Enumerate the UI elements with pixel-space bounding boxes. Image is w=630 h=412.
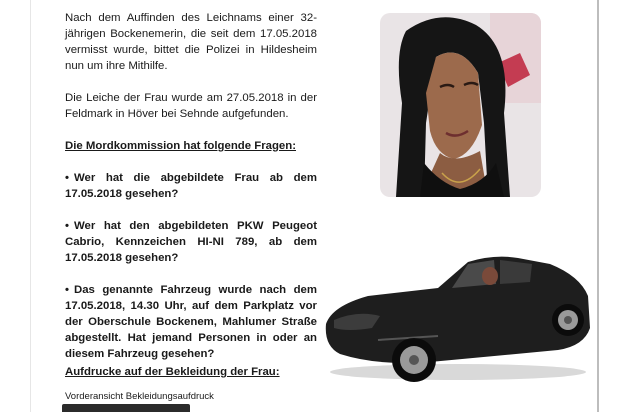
- peugeot-cabrio-illustration: [318, 250, 592, 386]
- bullet: •: [65, 284, 69, 296]
- clothing-photo-top: [62, 404, 190, 412]
- question-text: Wer hat den abgebildeten PKW Peugeot Cabrio, Kennzeichen HI-NI 789, ab dem 17.05.2018 gesehen?: [65, 220, 317, 264]
- question-item: [65, 170, 317, 202]
- document-body: [65, 10, 317, 378]
- car-photo: [318, 250, 592, 386]
- question-item: [65, 282, 317, 362]
- questions-heading: Die Mordkommission hat folgende Fragen:: [65, 140, 296, 152]
- question-item: [65, 218, 317, 266]
- portrait-illustration: [380, 13, 541, 197]
- woman-portrait-photo: [380, 13, 541, 197]
- found-paragraph: Die Leiche der Frau wurde am 27.05.2018 in der Feldmark in Höver bei Sehnde aufgefunden.: [65, 92, 317, 120]
- question-text: Wer hat die abgebildete Frau ab dem 17.05.2018 gesehen?: [65, 172, 317, 200]
- clothing-print-heading: Aufdrucke auf der Bekleidung der Frau:: [65, 366, 280, 378]
- bullet: •: [65, 172, 69, 184]
- front-view-label: Vorderansicht Bekleidungsaufdruck: [65, 391, 214, 402]
- intro-paragraph: Nach dem Auffinden des Leichnams einer 32-jährigen Bockenemerin, die seit dem 17.05.2018 vermisst wurde, bittet die Polizei in Hildesheim nun um ihre Mithilfe.: [65, 12, 317, 72]
- bullet: •: [65, 220, 69, 232]
- question-text: Das genannte Fahrzeug wurde nach dem 17.05.2018, 14.30 Uhr, auf dem Parkplatz vor der Oberschule Bockenem, Mahlumer Straße abgestellt. Hat jemand Personen in oder an diesem Fahrzeug gesehen?: [65, 284, 317, 360]
